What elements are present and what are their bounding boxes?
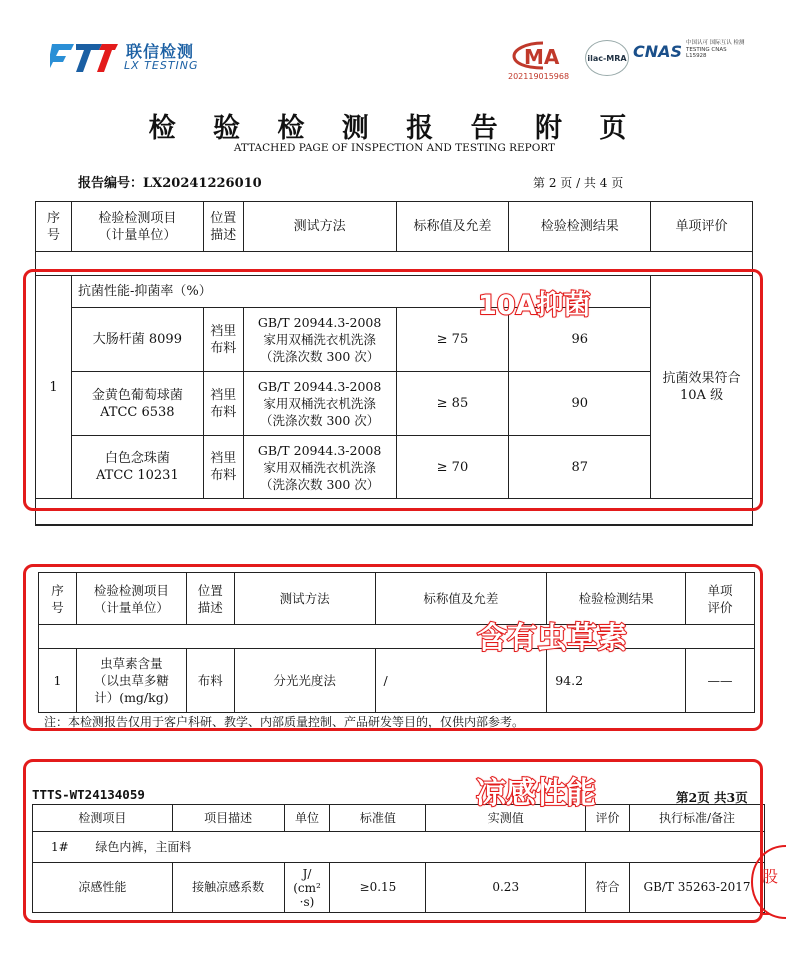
header-result: 检验检测结果 — [547, 573, 686, 625]
report-code: TTTS-WT24134059 — [32, 787, 145, 802]
stamp-fragment-icon — [748, 842, 789, 922]
header-standard: 标称值及允差 — [375, 573, 547, 625]
header-evaluation: 评价 — [586, 805, 630, 832]
position-cell: 裆里 布料 — [203, 308, 243, 372]
header-standard: 标称值及允差 — [396, 202, 509, 252]
standard-cell: / — [375, 649, 547, 713]
page-number: 第 2 页 / 共 4 页 — [533, 176, 624, 190]
header-evaluation: 单项评价 — [651, 202, 753, 252]
sample-description: 1# 绿色内裤，主面料 — [33, 832, 765, 863]
result-cell: 94.2 — [547, 649, 686, 713]
header-description: 项目描述 — [172, 805, 284, 832]
unit-cell: J/ (cm² ·s) — [284, 863, 330, 913]
header-position: 位置 描述 — [203, 202, 243, 252]
position-cell: 布料 — [186, 649, 234, 713]
header-evaluation: 单项 评价 — [686, 573, 755, 625]
row-number: 1 — [39, 649, 77, 713]
item-cell: 凉感性能 — [33, 863, 173, 913]
cma-number: 202119015968 — [508, 72, 570, 81]
table-header-row — [36, 202, 753, 252]
company-name-cn: 联信检测 — [126, 42, 195, 61]
highlight-frame-cordycepin — [23, 564, 763, 731]
evaluation-cell: 抗菌效果符合 10A 级 — [651, 276, 753, 499]
standard-value-cell: ≥0.15 — [330, 863, 426, 913]
evaluation-cell: 符合 — [586, 863, 630, 913]
highlight-label-cooling: 凉感性能 — [476, 776, 596, 811]
method-cell: 分光光度法 — [234, 649, 375, 713]
header-standard: 执行标准/备注 — [630, 805, 765, 832]
page-title: 检 验 检 测 报 告 附 页 — [148, 113, 641, 144]
header-method: 测试方法 — [243, 202, 396, 252]
standard-cell: ≥ 85 — [396, 372, 509, 436]
highlight-label-cordycepin: 含有虫草素 — [477, 621, 627, 656]
position-cell: 裆里 布料 — [203, 436, 243, 499]
lx-testing-logo-icon — [50, 40, 120, 72]
item-cell: 白色念珠菌 ATCC 10231 — [71, 436, 203, 499]
row-number: 1 — [36, 276, 72, 499]
highlight-frame-cooling — [23, 759, 763, 923]
evaluation-cell: —— — [686, 649, 755, 713]
header-standard-value: 标准值 — [330, 805, 426, 832]
ilac-mra-seal-icon: ilac-MRA — [585, 40, 629, 76]
header-item: 检验检测项目 （计量单位） — [71, 202, 203, 252]
header-method: 测试方法 — [234, 573, 375, 625]
item-cell: 虫草素含量 （以虫草多糖 计）(mg/kg) — [76, 649, 186, 713]
item-cell: 金黄色葡萄球菌 ATCC 6538 — [71, 372, 203, 436]
standard-cell: GB/T 35263-2017 — [630, 863, 765, 913]
method-cell: GB/T 20944.3-2008 家用双桶洗衣机洗涤 （洗涤次数 300 次） — [243, 308, 396, 372]
report-note: 注：本检测报告仅用于客户科研、教学、内部质量控制、产品研发等目的，仅供内部参考。 — [44, 715, 525, 729]
header-no: 序 号 — [39, 573, 77, 625]
result-cell: 90 — [509, 372, 651, 436]
page-subtitle: ATTACHED PAGE OF INSPECTION AND TESTING REPORT — [233, 142, 556, 154]
header-unit: 单位 — [284, 805, 330, 832]
method-cell: GB/T 20944.3-2008 家用双桶洗衣机洗涤 （洗涤次数 300 次） — [243, 436, 396, 499]
standard-cell: ≥ 70 — [396, 436, 509, 499]
measured-cell: 0.23 — [426, 863, 586, 913]
svg-text:MA: MA — [524, 45, 560, 69]
highlight-label-antibacterial: 10A抑菌 — [478, 290, 591, 321]
header-position: 位置 描述 — [186, 573, 234, 625]
stamp-fragment-text: 股 — [762, 867, 779, 886]
result-cell: 87 — [509, 436, 651, 499]
standard-cell: ≥ 75 — [396, 308, 509, 372]
header-measured: 实测值 — [426, 805, 586, 832]
section-title: 抗菌性能-抑菌率（%） — [71, 276, 650, 308]
header-item: 检验检测项目 （计量单位） — [76, 573, 186, 625]
page-number-2: 第2页 共3页 — [676, 790, 748, 805]
description-cell: 接触凉感系数 — [172, 863, 284, 913]
header-result: 检验检测结果 — [509, 202, 651, 252]
item-cell: 大肠杆菌 8099 — [71, 308, 203, 372]
header-no: 序 号 — [36, 202, 72, 252]
result-cell: 96 — [509, 308, 651, 372]
method-cell: GB/T 20944.3-2008 家用双桶洗衣机洗涤 （洗涤次数 300 次） — [243, 372, 396, 436]
header-item: 检测项目 — [33, 805, 173, 832]
highlight-frame-antibacterial — [23, 269, 763, 511]
position-cell: 裆里 布料 — [203, 372, 243, 436]
company-name-en: LX TESTING — [124, 59, 199, 72]
cnas-accreditation-text: 中国认可 国际互认 检测 TESTING CNAS L15928 — [686, 40, 745, 59]
report-number: 报告编号：LX20241226010 — [78, 176, 262, 191]
cma-seal-icon — [510, 40, 576, 70]
cnas-logo-icon: CNAS — [633, 42, 683, 61]
